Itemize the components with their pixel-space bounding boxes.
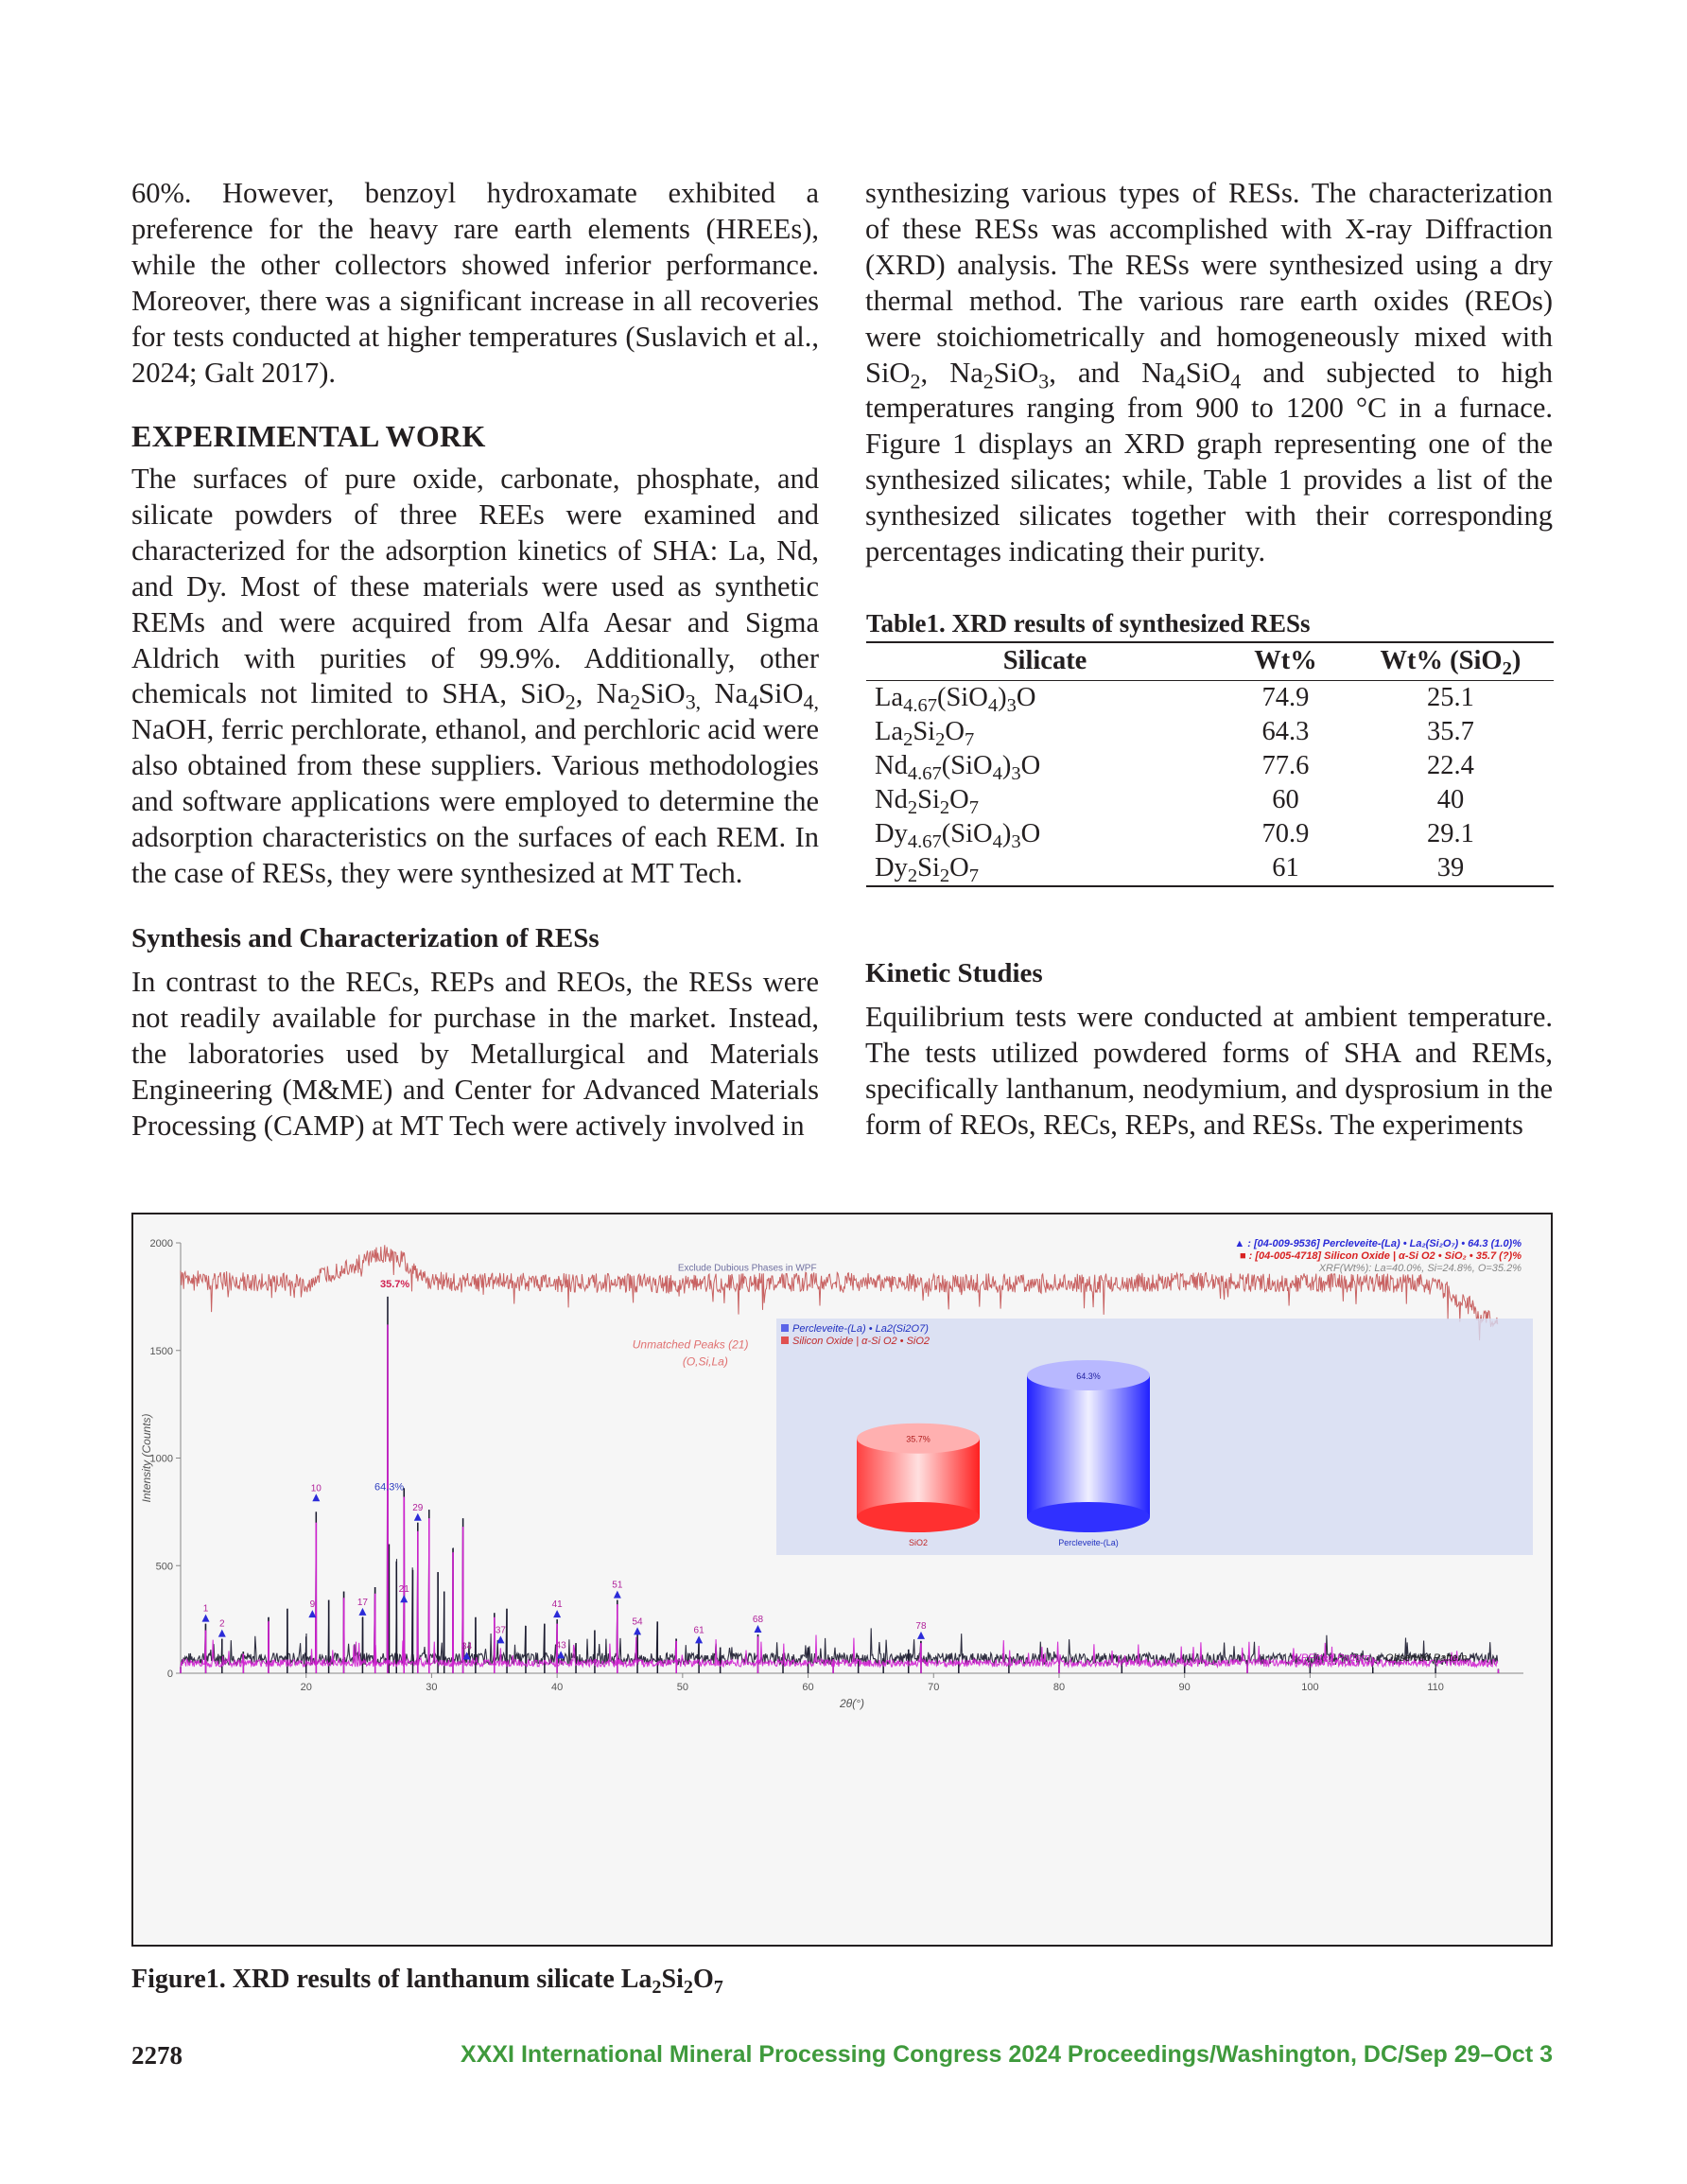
xrd-chart: [133, 1214, 1551, 1945]
table-caption: Table1. XRD results of synthesized RESs: [866, 609, 1311, 638]
x-tick-label: 30: [426, 1682, 438, 1693]
annotation-64-3: 64.3%: [374, 1481, 405, 1494]
page-number: 2278: [131, 2041, 183, 2070]
subsection-heading-kinetic: Kinetic Studies: [865, 958, 1043, 988]
cell-wt: 60: [1272, 785, 1299, 814]
cell-silicate: $La_2Si_2O_7$: [875, 717, 975, 751]
annotation-wpfitted: WPFitted Pattern: [1291, 1651, 1371, 1664]
annotation-unmatched: Unmatched Peaks (21): [632, 1337, 749, 1352]
annotation-exclude: Exclude Dubious Phases in WPF: [677, 1263, 817, 1274]
cell-wt-sio2: 29.1: [1427, 819, 1474, 848]
cell-silicate: $Dy_{4.67}(SiO_4)_3O$: [875, 819, 1041, 853]
peak-label: 1: [202, 1603, 209, 1615]
y-tick-label: 500: [155, 1561, 173, 1573]
intro-paragraph: 60%. However, benzoyl hydroxamate exhibited a preference for the heavy rare earth elements (HREEs), while the other collectors showed inferior performance. Moreover, there was a significant increase in all recoveries for tests conducted at higher temperatures (Suslavich et al., 2024; Galt 2017).: [131, 177, 819, 389]
left-column: [131, 176, 819, 391]
peak-label: 10: [310, 1483, 322, 1494]
cell-wt-sio2: 40: [1436, 785, 1465, 814]
peak-label: 78: [915, 1620, 927, 1632]
cell-silicate: $Nd_{4.67}(SiO_4)_3O$: [875, 751, 1041, 785]
synthesis-paragraph: In contrast to the RECs, REPs and REOs, the RESs were not readily available for purchase in the market. Instead, the laboratories used by Metallurgical and Materials Engineering (M&ME) and Center for Advanced Materials Processing (CAMP) at MT Tech were actively involved in: [131, 966, 819, 1142]
kinetic-paragraph: Equilibrium tests were conducted at ambient temperature. The tests utilized powdered forms of SHA and REMs, specifically lanthanum, neodymium, and dysprosium in the form of REOs, RECs, REPs, and RESs. The experiments: [865, 1001, 1553, 1141]
legend-entry: ▲ : [04-009-9536] Percleveite-(La) • La₂(Si₂O₇) • 64.3 (1.0)%: [1234, 1238, 1522, 1249]
inset-legend-label: Silicon Oxide | α-Si O2 • SiO2: [792, 1336, 930, 1347]
table-row: [866, 715, 1554, 749]
inset-category-label: SiO2: [908, 1538, 929, 1547]
peak-label: 9: [309, 1599, 316, 1611]
x-tick-label: 40: [551, 1682, 564, 1693]
xrd-figure: [131, 1213, 1553, 1947]
inset-bar-base: [857, 1502, 980, 1532]
section-heading-experimental: EXPERIMENTAL WORK: [131, 419, 486, 453]
peak-label: 34: [461, 1641, 473, 1652]
cell-silicate: $Nd_2Si_2O_7$: [875, 785, 980, 819]
experimental-paragraph: The surfaces of pure oxide, carbonate, phosphate, and silicate powders of three REEs were examined and characterized for the adsorption kinetics of SHA: La, Nd, and Dy. Most of these materials were used as synthetic REMs and were acquired from Alfa Aesar and Sigma Aldrich with purities of 99.9%. Additionally, other chemicals not limited to SHA, SiO$_2$, $Na_2SiO_{3,}$ $Na_4SiO_{4,}$ NaOH, ferric perchlorate, ethanol, and perchloric acid were also obtained from these suppliers. Various methodologies and software applications were employed to determine the adsorption characteristics on the surfaces of each REM. In the case of RESs, they were synthesized at MT Tech.: [131, 463, 819, 889]
cell-wt: 74.9: [1261, 683, 1310, 712]
peak-label: 21: [398, 1584, 409, 1596]
x-tick-label: 80: [1052, 1682, 1066, 1693]
x-tick-label: 60: [802, 1682, 814, 1693]
inset-bar-base: [1027, 1502, 1150, 1532]
annotation-o-si-la: (O,Si,La): [682, 1354, 728, 1369]
cell-silicate: $Dy_2Si_2O_7$: [875, 853, 980, 887]
header-wt: Wt%: [1254, 646, 1317, 675]
cell-silicate: $La_{4.67}(SiO_4)_3O$: [875, 683, 1036, 717]
x-tick-label: 50: [676, 1682, 688, 1693]
table-row: [866, 851, 1554, 886]
peak-label: 68: [752, 1615, 764, 1626]
x-tick-label: 110: [1427, 1682, 1444, 1693]
cell-wt: 77.6: [1261, 751, 1310, 780]
inset-bar: [1027, 1375, 1150, 1517]
annotation-observed: Observed Pattern: [1385, 1651, 1468, 1664]
peak-label: 43: [555, 1640, 566, 1651]
x-tick-label: 90: [1178, 1682, 1191, 1693]
inset-legend-swatch: [781, 1337, 789, 1344]
inset-value-label: 35.7%: [906, 1434, 930, 1444]
legend-entry: ■ : [04-005-4718] Silicon Oxide | α-Si O2 • SiO₂ • 35.7 (?)%: [1239, 1250, 1522, 1262]
cell-wt: 61: [1272, 853, 1299, 882]
peak-label: 41: [551, 1599, 563, 1611]
peak-label: 29: [412, 1502, 424, 1513]
running-footer: XXXI International Mineral Processing Congress 2024 Proceedings/Washington, DC/Sep 29–Oct 3: [461, 2041, 1553, 2068]
y-tick-label: 1000: [149, 1453, 173, 1465]
table-row: [866, 749, 1554, 783]
table-row: [866, 681, 1554, 716]
cell-wt-sio2: 39: [1436, 853, 1465, 882]
x-axis-label: 2θ(°): [840, 1697, 864, 1710]
cell-wt: 70.9: [1261, 819, 1310, 848]
cell-wt-sio2: 35.7: [1427, 717, 1474, 746]
table-row: [866, 817, 1554, 851]
inset-legend-swatch: [781, 1324, 789, 1332]
x-tick-label: 70: [928, 1682, 940, 1693]
cell-wt: 64.3: [1261, 717, 1310, 746]
annotation-35-7: 35.7%: [379, 1278, 410, 1290]
table-row: [866, 783, 1554, 817]
cell-wt-sio2: 25.1: [1427, 683, 1474, 712]
y-tick-label: 2000: [149, 1238, 173, 1249]
peak-label: 54: [632, 1616, 643, 1628]
y-tick-label: 1500: [149, 1345, 173, 1357]
peak-label: 61: [693, 1625, 704, 1636]
x-tick-label: 100: [1301, 1682, 1319, 1693]
x-tick-label: 20: [300, 1682, 312, 1693]
inset-value-label: 64.3%: [1076, 1372, 1101, 1381]
cell-wt-sio2: 22.4: [1427, 751, 1474, 780]
right-column-paragraph: synthesizing various types of RESs. The characterization of these RESs was accomplished with X-ray Diffraction (XRD) analysis. The RESs were synthesized using a dry thermal method. The various rare earth oxides (REOs) were stoichiometrically and homogeneously mixed with SiO$_2$, $Na_2SiO_3$, and $Na_4SiO_4$ and subjected to high temperatures ranging from 900 to 1200 °C in a furnace. Figure 1 displays an XRD graph representing one of the synthesized silicates; while, Table 1 provides a list of the synthesized silicates together with their corresponding percentages indicating their purity.: [865, 177, 1553, 568]
inset-legend-label: Percleveite-(La) • La2(Si2O7): [792, 1323, 929, 1335]
peak-label: 17: [357, 1597, 368, 1608]
legend-entry: XRF(Wt%): La=40.0%, Si=24.8%, O=35.2%: [1318, 1263, 1522, 1274]
peak-label: 2: [219, 1618, 225, 1630]
peak-label: 51: [612, 1580, 623, 1591]
table-header-row: [866, 642, 1554, 681]
inset-category-label: Percleveite-(La): [1058, 1538, 1119, 1547]
figure-caption: Figure1. XRD results of lanthanum silicate $La_2Si_2O_7$: [131, 1965, 723, 1999]
header-silicate: Silicate: [1002, 646, 1087, 675]
peak-label: 37: [495, 1625, 506, 1636]
xrd-results-table: [866, 641, 1554, 887]
y-axis-label: Intensity (Counts): [140, 1413, 153, 1503]
y-tick-label: 0: [166, 1669, 173, 1680]
subsection-heading-synthesis: Synthesis and Characterization of RESs: [131, 923, 600, 953]
header-wt-sio2: Wt% (SiO$_2$): [1380, 646, 1522, 680]
